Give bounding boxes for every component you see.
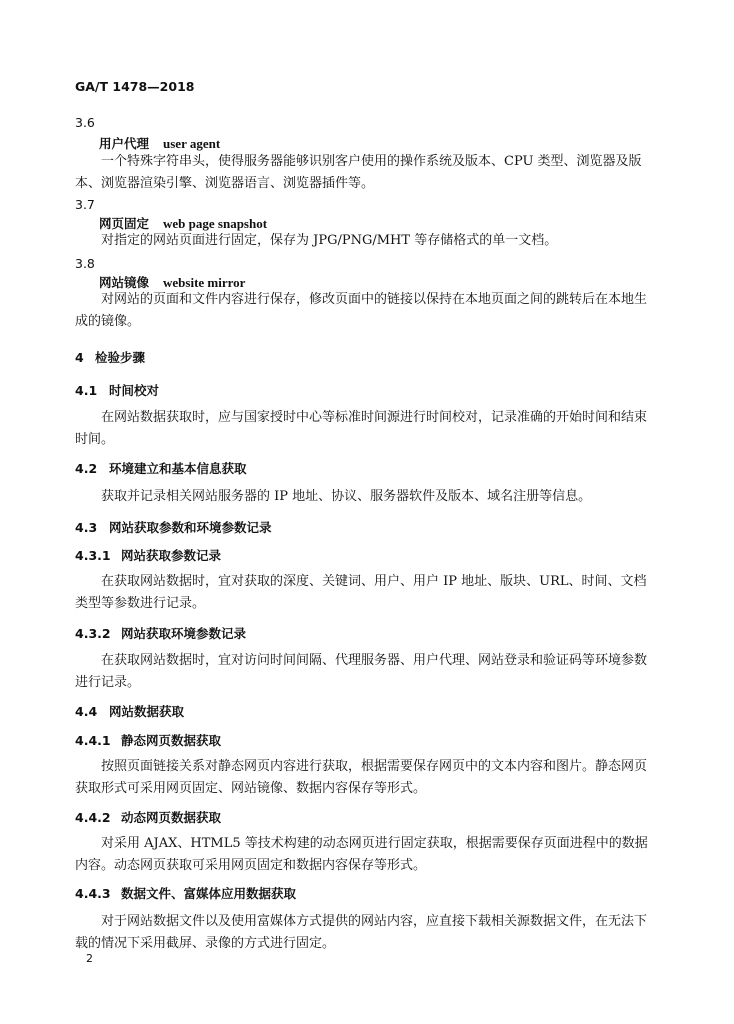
section-title: 网站数据获取 bbox=[109, 704, 185, 719]
term-en: website mirror bbox=[163, 275, 246, 290]
section-number: 4.1 bbox=[75, 383, 98, 398]
term-zh: 用户代理 bbox=[99, 136, 150, 151]
section-heading bbox=[75, 808, 655, 827]
section-title: 网站获取参数和环境参数记录 bbox=[109, 520, 272, 535]
term-definition: 一个特殊字符串头，使得服务器能够识别客户使用的操作系统及版本、CPU 类型、浏览器及版本、浏览器渲染引擎、浏览器语言、浏览器插件等。 bbox=[75, 154, 642, 191]
section-title: 时间校对 bbox=[109, 383, 160, 398]
term-definition: 对网站的页面和文件内容进行保存，修改页面中的链接以保持在本地页面之间的跳转后在本地生成的镜像。 bbox=[75, 292, 648, 329]
chapter-heading bbox=[75, 348, 655, 367]
page-number: 2 bbox=[86, 952, 93, 965]
document-code: GA/T 1478—2018 bbox=[75, 79, 195, 94]
section-heading bbox=[75, 624, 655, 643]
term-en: web page snapshot bbox=[163, 216, 268, 231]
section-text: 对于网站数据文件以及使用富媒体方式提供的网站内容，应直接下载相关源数据文件，在无法下载的情况下采用截屏、录像的方式进行固定。 bbox=[75, 914, 648, 951]
section-heading bbox=[75, 546, 655, 565]
section-number: 4.2 bbox=[75, 461, 98, 476]
term-en: user agent bbox=[163, 136, 221, 151]
section-heading bbox=[75, 702, 655, 721]
section-number: 4.4.3 bbox=[75, 886, 111, 901]
section-number: 4.4.2 bbox=[75, 810, 111, 825]
section-number: 4.3.2 bbox=[75, 626, 111, 641]
term-number: 3.8 bbox=[75, 256, 95, 271]
section-title: 环境建立和基本信息获取 bbox=[109, 461, 247, 476]
section-number: 4.4.1 bbox=[75, 733, 111, 748]
chapter-number: 4 bbox=[75, 350, 84, 365]
section-text: 在获取网站数据时，宜对获取的深度、关键词、用户、用户 IP 地址、版块、URL、时间、文档类型等参数进行记录。 bbox=[75, 574, 647, 611]
term-zh: 网页固定 bbox=[99, 216, 150, 231]
section-text: 获取并记录相关网站服务器的 IP 地址、协议、服务器软件及版本、域名注册等信息。 bbox=[101, 489, 592, 504]
term-definition: 对指定的网站页面进行固定，保存为 JPG/PNG/MHT 等存储格式的单一文档。 bbox=[101, 233, 558, 248]
section-text: 在获取网站数据时，宜对访问时间间隔、代理服务器、用户代理、网站登录和验证码等环境参数进行记录。 bbox=[75, 653, 648, 690]
term-zh: 网站镜像 bbox=[99, 275, 150, 290]
section-text: 按照页面链接关系对静态网页内容进行获取，根据需要保存网页中的文本内容和图片。静态网页获取形式可采用网页固定、网站镜像、数据内容保存等形式。 bbox=[75, 759, 648, 796]
term-number: 3.6 bbox=[75, 115, 95, 130]
section-heading bbox=[75, 459, 655, 478]
chapter-title: 检验步骤 bbox=[95, 350, 146, 365]
section-title: 动态网页数据获取 bbox=[121, 810, 222, 825]
section-number: 4.3 bbox=[75, 520, 98, 535]
section-heading bbox=[75, 518, 655, 537]
section-title: 网站获取环境参数记录 bbox=[121, 626, 247, 641]
section-heading bbox=[75, 884, 655, 903]
section-number: 4.3.1 bbox=[75, 548, 111, 563]
section-heading bbox=[75, 381, 655, 400]
section-title: 网站获取参数记录 bbox=[121, 548, 222, 563]
section-text: 对采用 AJAX、HTML5 等技术构建的动态网页进行固定获取，根据需要保存页面进程中的数据内容。动态网页获取可采用网页固定和数据内容保存等形式。 bbox=[75, 836, 648, 873]
section-text: 在网站数据获取时，应与国家授时中心等标准时间源进行时间校对，记录准确的开始时间和结束时间。 bbox=[75, 410, 648, 447]
term-number: 3.7 bbox=[75, 197, 95, 212]
section-title: 静态网页数据获取 bbox=[121, 733, 222, 748]
section-title: 数据文件、富媒体应用数据获取 bbox=[121, 886, 297, 901]
section-number: 4.4 bbox=[75, 704, 98, 719]
section-heading bbox=[75, 731, 655, 750]
